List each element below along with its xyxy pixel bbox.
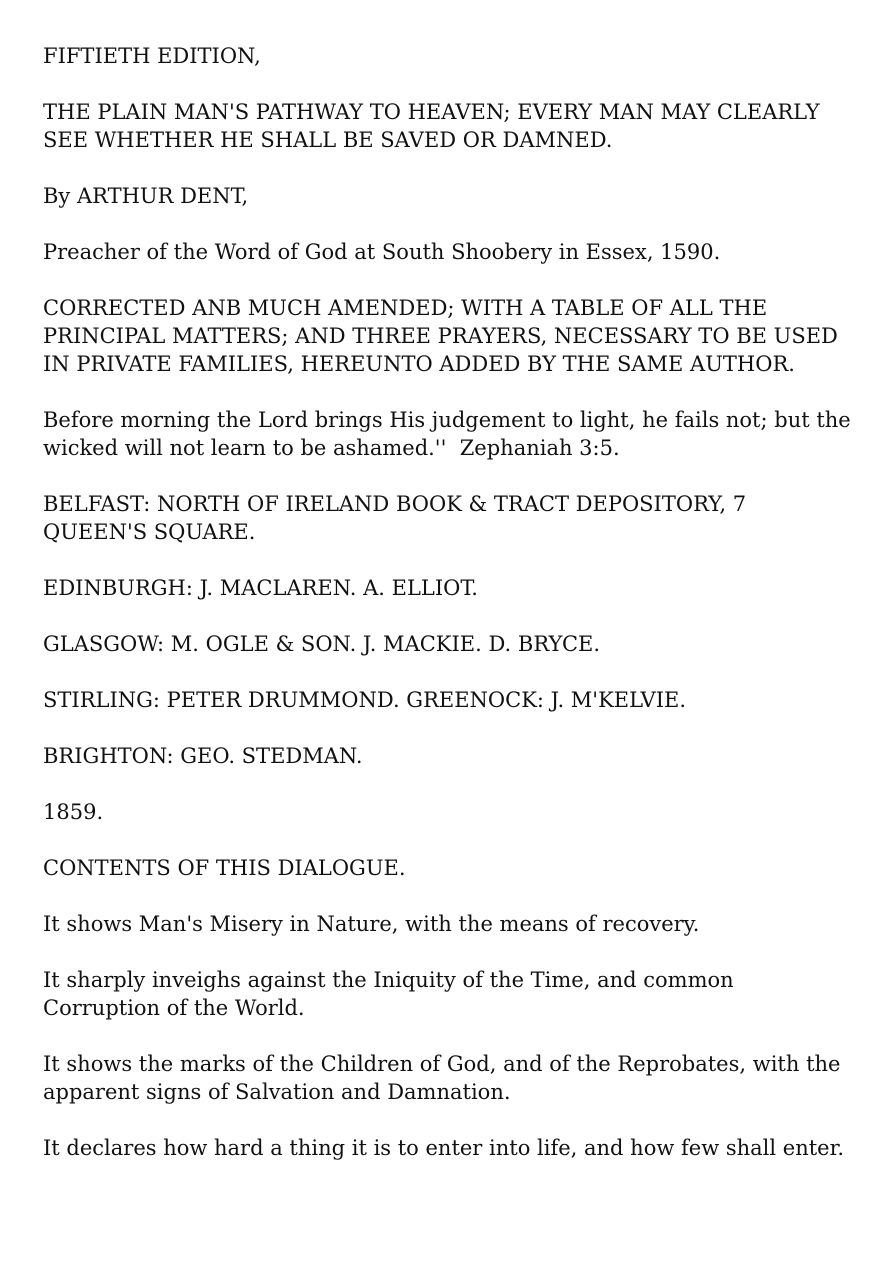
- publisher-edinburgh: EDINBURGH: J. MACLAREN. A. ELLIOT.: [43, 576, 478, 600]
- publication-year: 1859.: [43, 800, 104, 824]
- publisher-stirling: STIRLING: PETER DRUMMOND. GREENOCK: J. M'KELVIE.: [43, 688, 687, 712]
- publisher-belfast: BELFAST: NORTH OF IRELAND BOOK & TRACT DEPOSITORY, 7 QUEEN'S SQUARE.: [43, 492, 753, 544]
- contents-item: It sharply inveighs against the Iniquity of the Time, and common Corruption of the World.: [43, 968, 741, 1020]
- author-description: Preacher of the Word of God at South Shoobery in Essex, 1590.: [43, 240, 721, 264]
- epigraph: Before morning the Lord brings His judgement to light, he fails not; but the wicked will not learn to be ashamed.'' Zephaniah 3:5.: [43, 408, 858, 460]
- contents-item: It shows the marks of the Children of God, and of the Reprobates, with the apparent signs of Salvation and Damnation.: [43, 1052, 848, 1104]
- edition-notes: CORRECTED ANB MUCH AMENDED; WITH A TABLE OF ALL THE PRINCIPAL MATTERS; AND THREE PRAYERS, NECESSARY TO BE USED IN PRIVATE FAMILIES, HEREUNTO ADDED BY THE SAME AUTHOR.: [43, 296, 845, 376]
- publisher-glasgow: GLASGOW: M. OGLE & SON. J. MACKIE. D. BRYCE.: [43, 632, 601, 656]
- contents-item: It shows Man's Misery in Nature, with the means of recovery.: [43, 912, 700, 936]
- contents-heading: CONTENTS OF THIS DIALOGUE.: [43, 856, 406, 880]
- book-title: THE PLAIN MAN'S PATHWAY TO HEAVEN; EVERY MAN MAY CLEARLY SEE WHETHER HE SHALL BE SAVED OR DAMNED.: [43, 100, 827, 152]
- document-page: [43, 42, 858, 1190]
- author-line: By ARTHUR DENT,: [43, 184, 249, 208]
- publisher-brighton: BRIGHTON: GEO. STEDMAN.: [43, 744, 363, 768]
- contents-item: It declares how hard a thing it is to enter into life, and how few shall enter.: [43, 1136, 844, 1160]
- edition-line: FIFTIETH EDITION,: [43, 44, 261, 68]
